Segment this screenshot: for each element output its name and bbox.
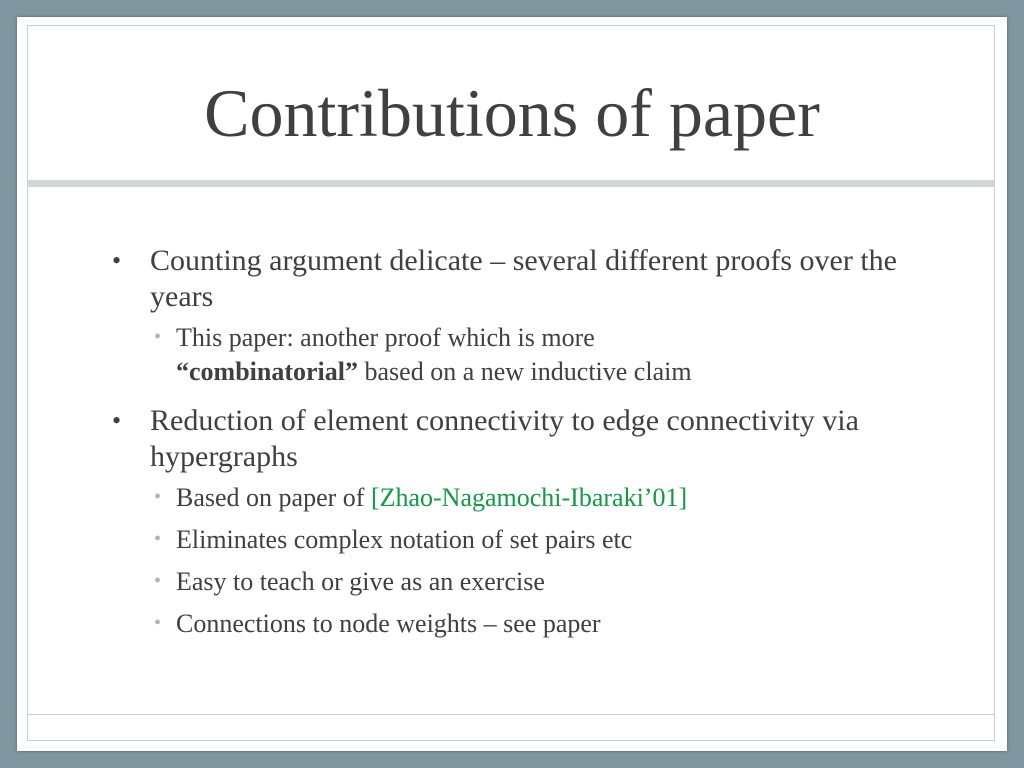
sub-bullet-list [150, 481, 912, 641]
sub-bullet-text: Easy to teach or give as an exercise [176, 567, 545, 596]
sub-bullet-text: Based on paper of [176, 483, 371, 512]
bullet-text: Counting argument delicate – several different proofs over the years [150, 244, 897, 313]
sub-bullet-icon: • [154, 486, 162, 508]
sub-bullet-icon: • [154, 570, 162, 592]
emphasis-text: “combinatorial” [176, 357, 358, 386]
bullet-item-2 [112, 403, 912, 641]
slide-title: Contributions of paper [204, 75, 820, 151]
sub-bullet-item [150, 523, 912, 557]
title-divider [27, 180, 995, 187]
sub-bullet-icon: • [154, 528, 162, 550]
citation-link[interactable]: [Zhao-Nagamochi-Ibaraki’01] [370, 483, 688, 512]
bullet-list [112, 243, 912, 641]
bullet-icon: • [112, 246, 122, 275]
sub-bullet-text: Eliminates complex notation of set pairs etc [176, 525, 633, 554]
slide [17, 17, 1007, 751]
sub-bullet-text: Connections to node weights – see paper [176, 609, 601, 638]
sub-bullet-item [150, 321, 912, 389]
sub-bullet-item [150, 481, 912, 515]
footer-divider [27, 714, 995, 715]
sub-bullet-text: This paper: another proof which is more [176, 323, 595, 352]
bullet-item-1 [112, 243, 912, 389]
bullet-icon: • [112, 406, 122, 435]
sub-bullet-icon: • [154, 612, 162, 634]
sub-bullet-item [150, 607, 912, 641]
sub-bullet-icon: • [154, 326, 162, 348]
sub-bullet-text: based on a new inductive claim [358, 357, 692, 386]
sub-bullet-list [150, 321, 912, 389]
bullet-text: Reduction of element connectivity to edge connectivity via hypergraphs [150, 404, 859, 473]
sub-bullet-item [150, 565, 912, 599]
